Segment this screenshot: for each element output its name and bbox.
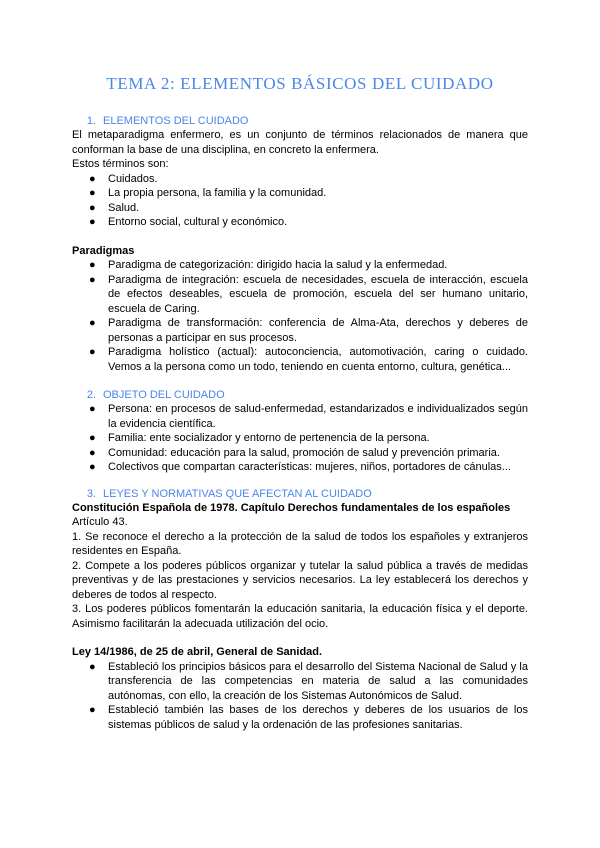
law-title: Ley 14/1986, de 25 de abril, General de Sanidad. — [72, 646, 323, 658]
bullet-icon: ● — [89, 446, 96, 459]
article-label: Artículo 43. — [72, 516, 128, 528]
paradigms-list — [72, 258, 528, 374]
bullet-icon: ● — [89, 259, 96, 271]
bullet-icon: ● — [89, 461, 96, 473]
list-item: ● Salud. — [89, 201, 140, 214]
list-item: ● Cuidados. — [89, 172, 158, 185]
bullet-icon: ● — [89, 660, 96, 673]
list-item: ● Entorno social, cultural y económico. — [89, 216, 288, 228]
bullet-icon: ● — [89, 317, 96, 329]
bullet-icon: ● — [89, 346, 96, 358]
list-item: ● Estableció los principios básicos para el desarrollo del Sistema Nacional de Salud y la transferencia de las competencias en materia de salud a las comunidades autónomas, con ello, la creación de los Sistemas Autonómicos de Salud. — [89, 660, 528, 702]
section-heading-leyes — [72, 487, 528, 501]
bullet-icon: ● — [89, 403, 96, 415]
article-point: 3. Los poderes públicos fomentarán la educación sanitaria, la educación física y el deporte. Asimismo facilitarán la adecuada utilización del ocio. — [72, 603, 528, 630]
section-number: 3. — [86, 487, 96, 500]
list-item: ● Paradigma de transformación: conferencia de Alma-Ata, derechos y deberes de personas a participar en sus procesos. — [89, 317, 528, 344]
list-item: ● Colectivos que compartan características: mujeres, niños, portadores de cánulas... — [89, 461, 511, 473]
list-item: ● Familia: ente socializador y entorno de pertenencia de la persona. — [89, 432, 430, 444]
bullet-icon: ● — [89, 172, 96, 185]
section-title: ELEMENTOS DEL CUIDADO — [103, 115, 249, 127]
bullet-icon: ● — [89, 273, 96, 286]
list-item: ● Paradigma holístico (actual): autoconciencia, automotivación, caring o cuidado. Vemos a la persona como un todo, teniendo en cuenta entorno, cultura, genética... — [89, 346, 528, 373]
section-number: 2. — [86, 389, 96, 401]
list-item: ● Paradigma de categorización: dirigido hacia la salud y la enfermedad. — [89, 259, 448, 271]
bullet-icon: ● — [89, 432, 96, 444]
list-item: ● Comunidad: educación para la salud, promoción de salud y prevención primaria. — [89, 446, 500, 459]
terms-label: Estos términos son: — [72, 158, 169, 170]
article-point: 2. Compete a los poderes públicos organizar y tutelar la salud pública a través de medidas preventivas y de las prestaciones y servicios necesarios. La ley establecerá los derechos y deberes de todos al respecto. — [72, 559, 528, 601]
paradigms-title: Paradigmas — [72, 244, 135, 257]
bullet-icon: ● — [89, 216, 96, 228]
list-item: ● Estableció también las bases de los derechos y deberes de los usuarios de los sistemas públicos de salud y la ordenación de las profesiones sanitarias. — [89, 704, 528, 731]
list-item: ● Paradigma de integración: escuela de necesidades, escuela de interacción, escuela de efectos deseables, escuela de promoción, escuela del ser humano unitario, escuela de Caring. — [89, 273, 528, 315]
bullet-icon: ● — [89, 201, 96, 214]
section-title: OBJETO DEL CUIDADO — [103, 389, 225, 401]
constitution-title: Constitución Española de 1978. Capítulo Derechos fundamentales de los españoles — [72, 501, 511, 514]
metaparadigm-intro: El metaparadigma enfermero, es un conjunto de términos relacionados de manera que conforman la base de una disciplina, en concreto la enfermera. — [72, 129, 528, 156]
law-list — [72, 660, 528, 733]
section-heading-objeto — [72, 388, 528, 402]
terms-list — [72, 172, 528, 230]
article-point: 1. Se reconoce el derecho a la protección de la salud de todos los españoles y extranjeros residentes en España. — [72, 530, 528, 557]
bullet-icon: ● — [89, 704, 96, 716]
bullet-icon: ● — [89, 187, 96, 199]
objeto-list — [72, 402, 528, 475]
list-item: ● La propia persona, la familia y la comunidad. — [89, 187, 327, 199]
page-title: TEMA 2: ELEMENTOS BÁSICOS DEL CUIDADO — [106, 74, 494, 93]
section-title: LEYES Y NORMATIVAS QUE AFECTAN AL CUIDADO — [103, 487, 372, 500]
section-heading-elementos — [72, 114, 528, 128]
list-item: ● Persona: en procesos de salud-enfermedad, estandarizados e individualizados según la evidencia científica. — [89, 403, 528, 430]
section-number: 1. — [86, 115, 96, 127]
